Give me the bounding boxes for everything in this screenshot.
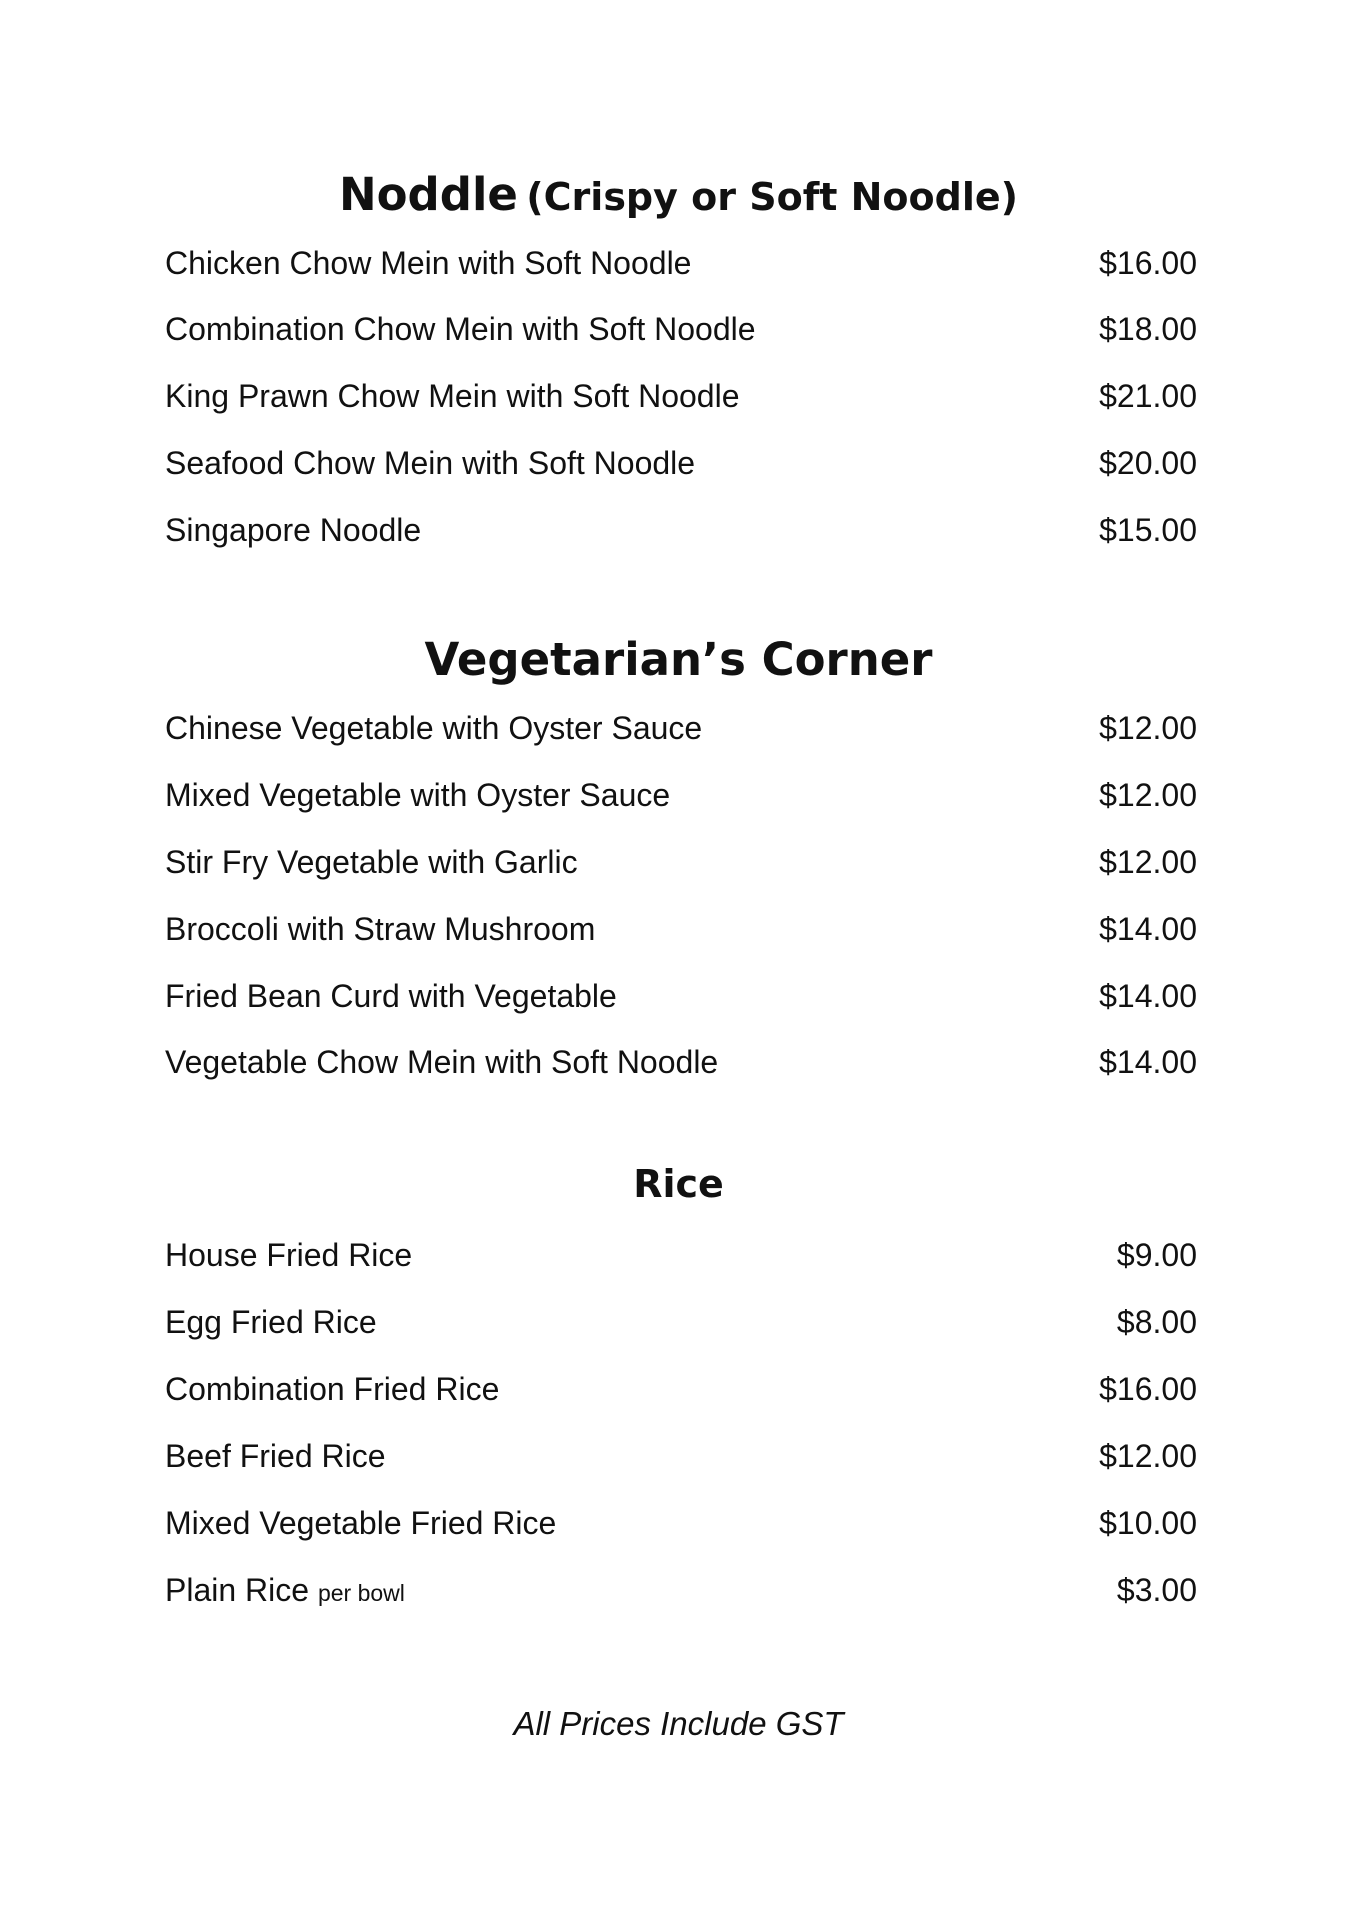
menu-item: [165, 1438, 1197, 1488]
item-name: Egg Fried Rice: [165, 1304, 377, 1340]
menu-item: [165, 1237, 1197, 1287]
item-name: Plain Rice: [165, 1572, 310, 1608]
menu-item: [165, 311, 1197, 361]
section-title-text: Noddle: [338, 168, 518, 221]
item-price: $16.00: [1099, 1371, 1197, 1407]
item-name-group: [165, 1572, 405, 1609]
item-price: $12.00: [1099, 777, 1197, 813]
item-price: $12.00: [1099, 710, 1197, 746]
item-name: House Fried Rice: [165, 1237, 413, 1273]
item-name: Seafood Chow Mein with Soft Noodle: [165, 445, 696, 481]
item-name: Vegetable Chow Mein with Soft Noodle: [165, 1044, 719, 1080]
item-name: Beef Fried Rice: [165, 1438, 386, 1474]
item-name: Combination Chow Mein with Soft Noodle: [165, 311, 756, 347]
item-name: Combination Fried Rice: [165, 1371, 500, 1407]
item-name: Mixed Vegetable Fried Rice: [165, 1505, 557, 1541]
menu-item: [165, 512, 1197, 562]
section-title-text: Rice: [633, 1162, 724, 1206]
prices-note: All Prices Include GST: [513, 1705, 844, 1742]
section-subtitle: (Crispy or Soft Noodle): [526, 175, 1018, 219]
item-name: Stir Fry Vegetable with Garlic: [165, 844, 578, 880]
menu-item: [165, 445, 1197, 495]
menu-item: [165, 777, 1197, 827]
item-price: $12.00: [1099, 1438, 1197, 1474]
item-price: $8.00: [1116, 1304, 1197, 1340]
menu-item: [165, 1572, 1197, 1622]
item-price: $21.00: [1099, 378, 1197, 414]
menu-item: [165, 710, 1197, 760]
item-name: Chicken Chow Mein with Soft Noodle: [165, 245, 692, 281]
section-title-noddle: [0, 168, 1357, 221]
item-name: Fried Bean Curd with Vegetable: [165, 978, 617, 1014]
item-price: $14.00: [1099, 978, 1197, 1014]
item-price: $15.00: [1099, 512, 1197, 548]
menu-item: [165, 978, 1197, 1028]
item-price: $9.00: [1116, 1237, 1197, 1273]
item-price: $14.00: [1099, 911, 1197, 947]
item-price: $20.00: [1099, 445, 1197, 481]
section-title-text: Vegetarian’s Corner: [424, 633, 933, 686]
item-price: $16.00: [1099, 245, 1197, 281]
item-price: $12.00: [1099, 844, 1197, 880]
item-name: King Prawn Chow Mein with Soft Noodle: [165, 378, 740, 414]
item-price: $3.00: [1116, 1572, 1197, 1608]
item-price: $18.00: [1099, 311, 1197, 347]
item-name: Mixed Vegetable with Oyster Sauce: [165, 777, 671, 813]
item-note: per bowl: [317, 1580, 405, 1606]
item-price: $10.00: [1099, 1505, 1197, 1541]
menu-item: [165, 378, 1197, 428]
item-name: Singapore Noodle: [165, 512, 422, 548]
menu-item: [165, 1505, 1197, 1555]
section-title-vegetarian: [0, 633, 1357, 686]
menu-item: [165, 844, 1197, 894]
item-price: $14.00: [1099, 1044, 1197, 1080]
menu-item: [165, 911, 1197, 961]
menu-item: [165, 245, 1197, 295]
menu-item: [165, 1304, 1197, 1354]
item-name: Broccoli with Straw Mushroom: [165, 911, 596, 947]
item-name: Chinese Vegetable with Oyster Sauce: [165, 710, 703, 746]
menu-item: [165, 1371, 1197, 1421]
menu-item: [165, 1044, 1197, 1094]
section-title-rice: [0, 1162, 1357, 1206]
